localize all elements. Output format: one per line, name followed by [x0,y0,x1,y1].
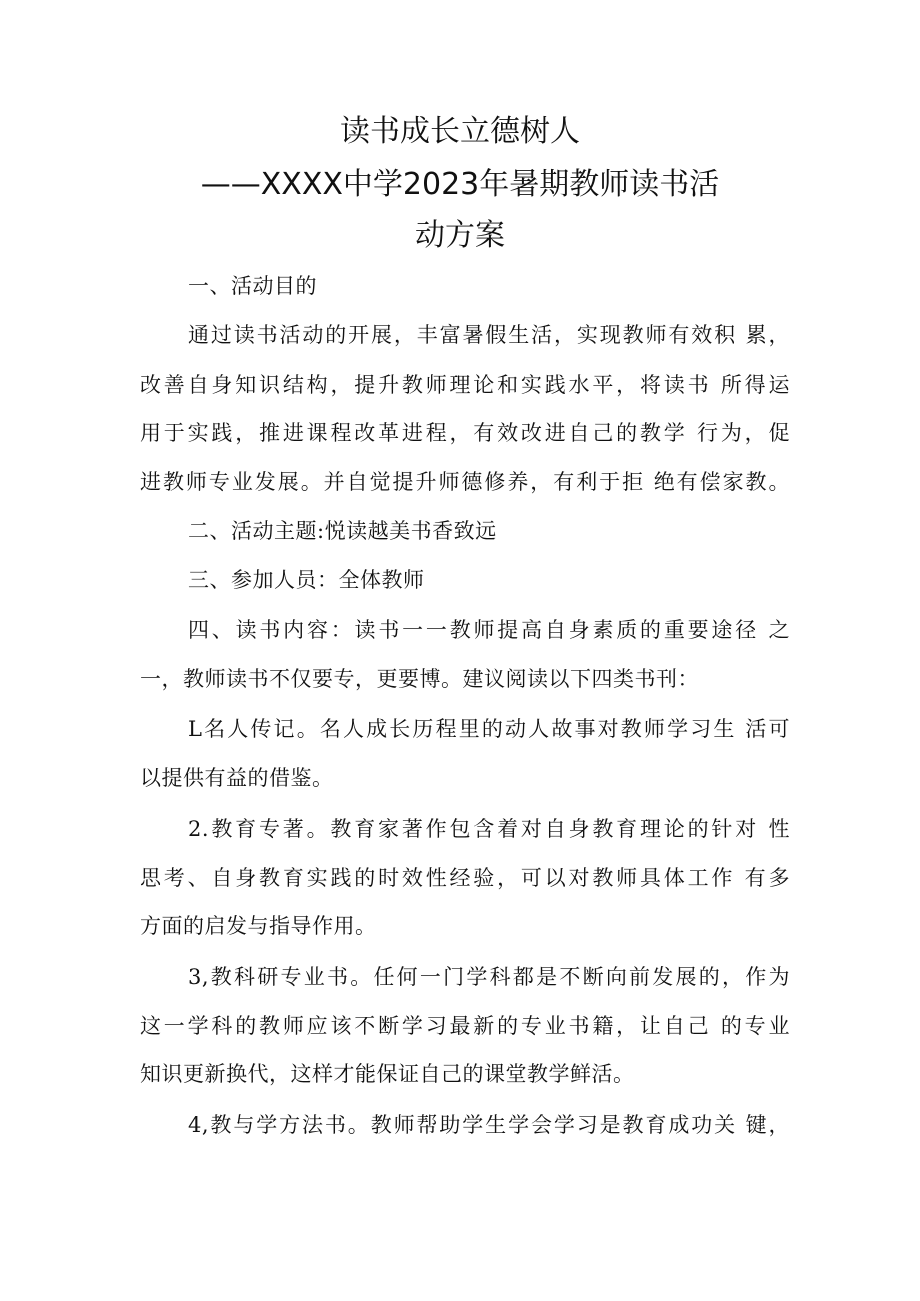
paragraph-line: 进教师专业发展。并自觉提升师德修养，有利于拒 绝有偿家教。 [140,470,790,494]
document-subtitle-line-2: 动方案 [415,218,505,253]
document-subtitle-line-1: ——XXXX中学2023年暑期教师读书活 [200,167,720,202]
section-heading-content: 四、读书内容：读书一一教师提高自身素质的重要途径 之 [188,618,790,642]
list-item-4: 4,教与学方法书。教师帮助学生学会学习是教育成功关 键， [188,1113,790,1137]
list-item-2: 2.教育专著。教育家著作包含着对自身教育理论的针对 性 [188,817,790,841]
paragraph-line: 知识更新换代，这样才能保证自己的课堂教学鲜活。 [140,1062,635,1086]
paragraph-line: 通过读书活动的开展，丰富暑假生活，实现教师有效积 累， [188,323,790,347]
list-item-1: L名人传记。名人成长历程里的动人故事对教师学习生 活可 [188,717,790,741]
paragraph-line: 思考、自身教育实践的时效性经验，可以对教师具体工作 有多 [140,866,790,890]
paragraph-line: 用于实践，推进课程改革进程，有效改进自己的教学 行为，促 [140,421,790,445]
paragraph-line: 改善自身知识结构，提升教师理论和实践水平，将读书 所得运 [140,373,790,397]
paragraph-line: 以提供有益的借鉴。 [140,766,334,790]
section-heading-participants: 三、参加人员：全体教师 [188,568,425,592]
section-heading-theme: 二、活动主题:悦读越美书香致远 [188,519,497,543]
list-item-3: 3,教科研专业书。任何一门学科都是不断向前发展的，作为 [188,965,790,989]
paragraph-line: 方面的启发与指导作用。 [140,914,377,938]
section-heading-purpose: 一、活动目的 [188,274,317,298]
paragraph-line: 这一学科的教师应该不断学习最新的专业书籍，让自己 的专业 [140,1014,790,1038]
paragraph-line: 一，教师读书不仅要专，更要博。建议阅读以下四类书刊： [140,667,699,691]
document-title: 读书成长立德树人 [340,114,580,149]
